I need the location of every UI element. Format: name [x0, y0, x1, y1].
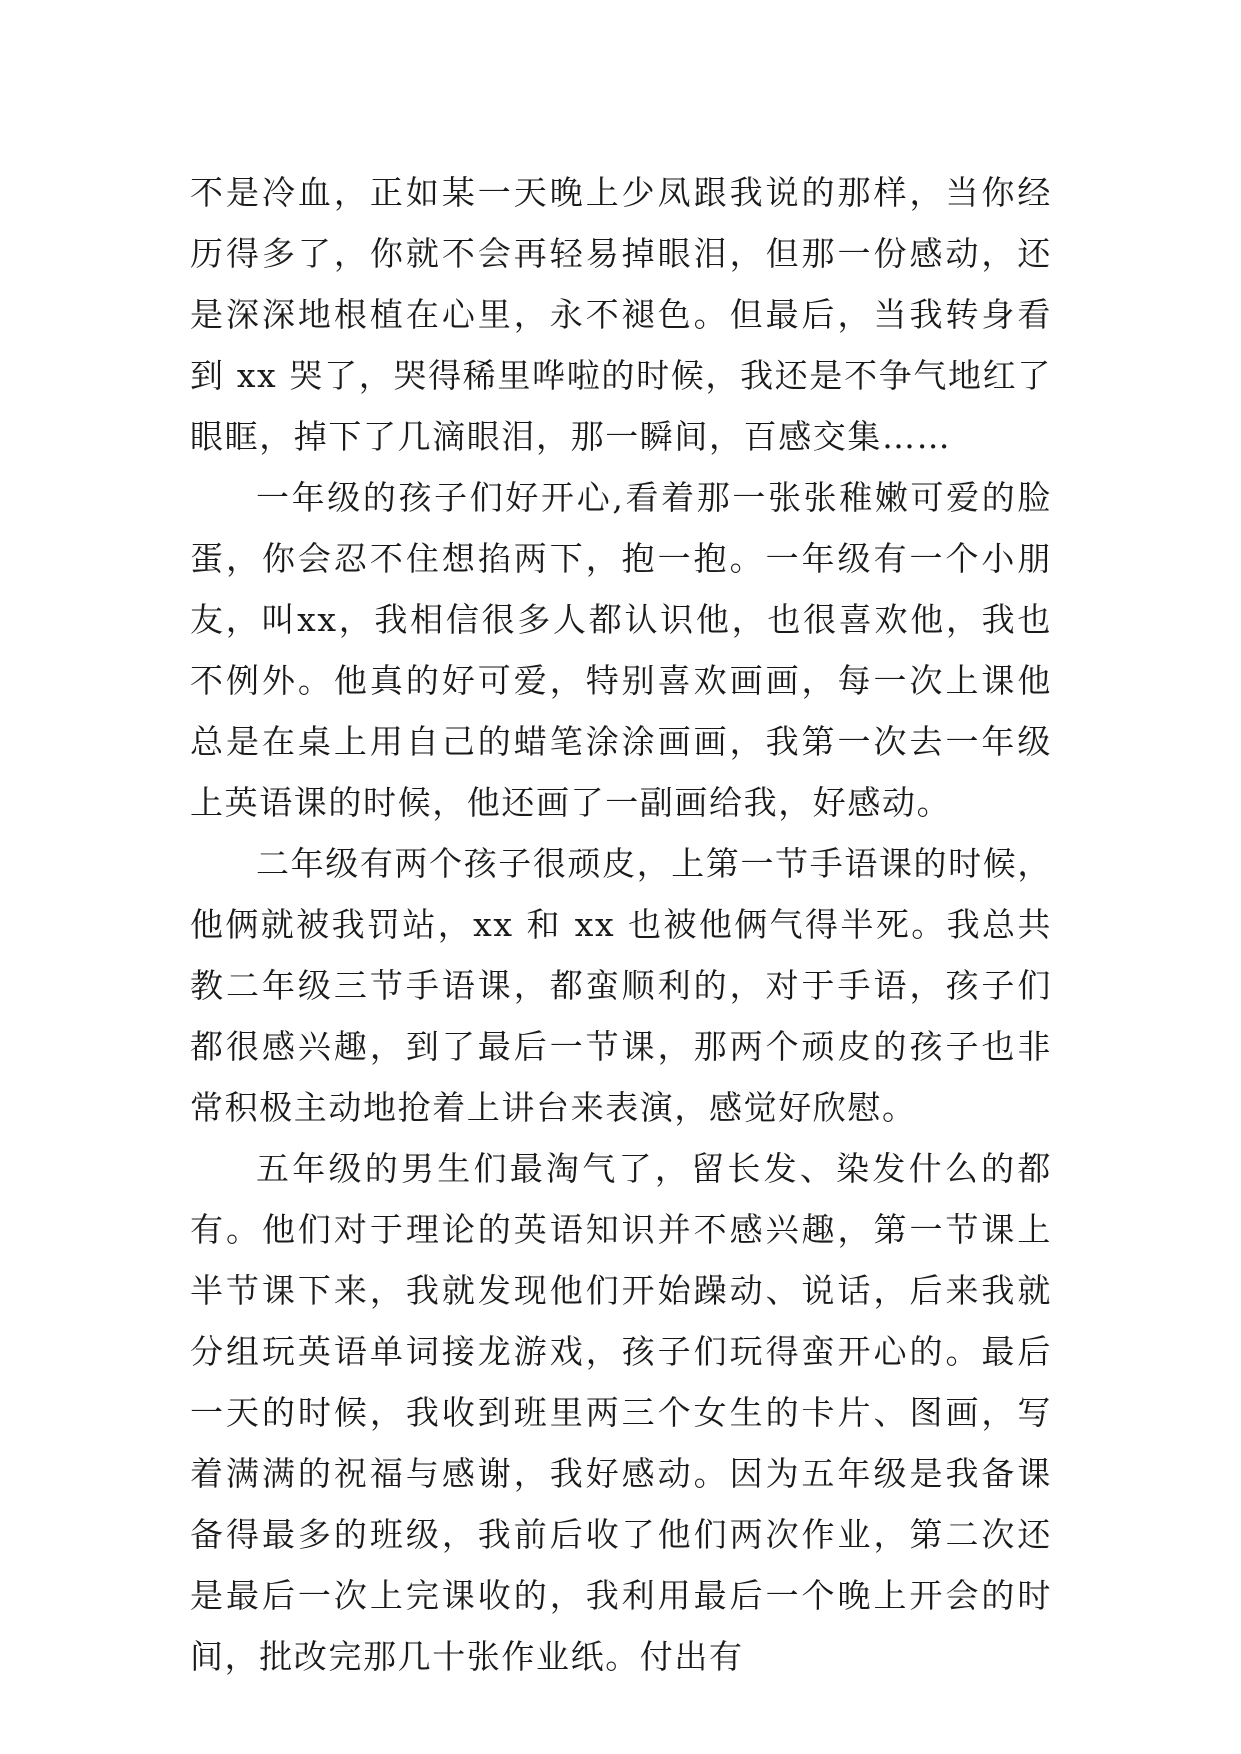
- paragraph-first-grade: 一年级的孩子们好开心,看着那一张张稚嫩可爱的脸蛋，你会忍不住想掐两下，抱一抱。一年级有一个小朋友，叫xx，我相信很多人都认识他，也很喜欢他，我也不例外。他真的好可爱，特别喜欢画画，每一次上课他总是在桌上用自己的蜡笔涂涂画画，我第一次去一年级上英语课的时候，他还画了一副画给我，好感动。: [190, 478, 1052, 822]
- paragraph-continuation: 不是冷血，正如某一天晚上少凤跟我说的那样，当你经历得多了，你就不会再轻易掉眼泪，但那一份感动，还是深深地根植在心里，永不褪色。但最后，当我转身看到 xx 哭了，哭得稀里哗啦的时候，我还是不争气地红了眼眶，掉下了几滴眼泪，那一瞬间，百感交集……: [190, 173, 1052, 456]
- paragraph-second-grade: 二年级有两个孩子很顽皮，上第一节手语课的时候，他俩就被我罚站，xx 和 xx 也被他俩气得半死。我总共教二年级三节手语课，都蛮顺利的，对于手语，孩子们都很感兴趣，到了最后一节课，那两个顽皮的孩子也非常积极主动地抢着上讲台来表演，感觉好欣慰。: [190, 844, 1052, 1127]
- body-text: [190, 162, 1052, 1687]
- paragraph-fifth-grade: 五年级的男生们最淘气了，留长发、染发什么的都有。他们对于理论的英语知识并不感兴趣，第一节课上半节课下来，我就发现他们开始躁动、说话，后来我就分组玩英语单词接龙游戏，孩子们玩得蛮开心的。最后一天的时候，我收到班里两三个女生的卡片、图画，写着满满的祝福与感谢，我好感动。因为五年级是我备课备得最多的班级，我前后收了他们两次作业，第二次还是最后一次上完课收的，我利用最后一个晚上开会的时间，批改完那几十张作业纸。付出有: [190, 1149, 1052, 1676]
